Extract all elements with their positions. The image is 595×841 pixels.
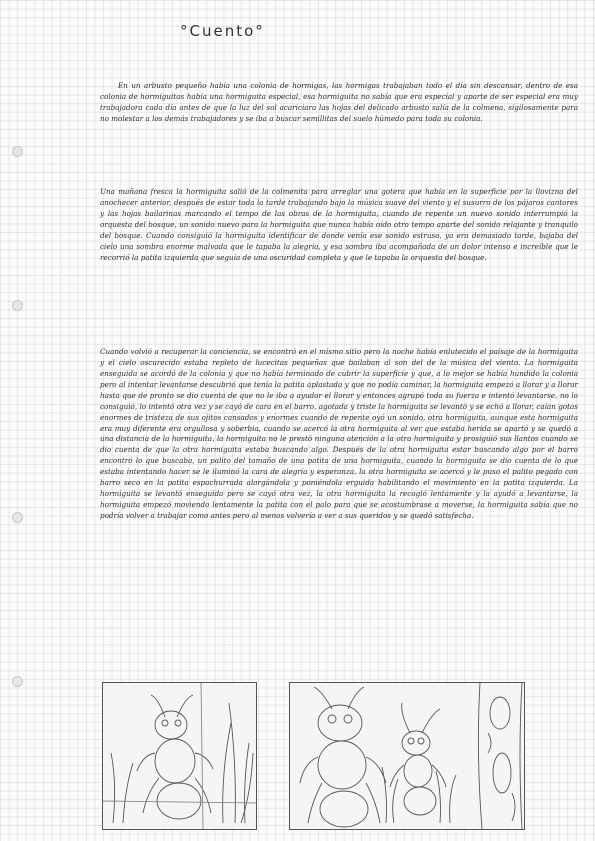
- story-paragraph-1: En un arbusto pequeño había una colonia de hormigas, las hormigas trabajaban todo el día sin descansar, dentro de esa colonia de hormiguitas había una hormiguita especial, esa hormiguita no sabía que era especial y aparte de ser especial era muy trabajadora cada día antes de que la luz del sol acariciara las hojas del delicado arbusto salía de la colmena, sigilosamente para no molestar a los demás trabajadores y se iba a buscar semillitas del suelo húmedo para toda su colonia.: [100, 81, 578, 123]
- binder-hole: [12, 676, 23, 687]
- binder-hole: [12, 146, 23, 157]
- illustration-left: [102, 682, 257, 830]
- binder-hole: [12, 300, 23, 311]
- binder-hole: [12, 512, 23, 523]
- story-paragraph-2: Una mañana fresca la hormiguita salió de la colmenita para arreglar una gotera que había en la superficie por la llovizna del anochecer anterior, después de estar toda la tarde trabajando bajo la música suave del viento y el susurro de los pájaros cantores y las hojas bailarinas marcando el tempo de las obras de la hormiguita, cuando de repente un nuevo sonido interrumpió la orquesta del bosque, un sonido nuevo para la hormiguita que nunca había oído otro tempo aparte del sonido relajante y tranquilo del bosque. Cuando consiguió la hormiguita identificar de donde venía ese sonido estruso, ya era demasiado tarde, bajaba del cielo una sombra enorme malvada que le tapaba la alegría, y esa sombra iba acompañada de un dolor intenso e increíble que le recorrió la patita izquierda que seguía de una oscuridad completa y que le tapaba la orquesta del bosque.: [100, 187, 578, 262]
- illustration-right: [289, 682, 525, 830]
- story-paragraph-3: Cuando volvió a recuperar la conciencia, se encontró en el mismo sitio pero la noche había enlutecido el paisaje de la hormiguita y el cielo oscurecido estaba repleto de lucecitas pequeñas que bailaban al son del de la música del viento. La hormiguita enseguida se acordó de la colonia y que no había terminado de cubrir la superficie y que, a lo mejor se había hundido la colonia pero al intentar levantarse descubrió que tenía la patita aplastada y que no podía caminar, la hormiguita empezó a llorar y a llorar hasta que de pronto se dio cuenta de que no le iba a ayudar el llorar y entonces agrupó toda su fuerza e intentó levantarse, no lo consiguió, lo intentó otra vez y se cayó de cara en el barro, agotada y triste la hormiguita se levantó y se echó a llorar, caían gotas enormes de tristeza de sus ojitos cansados y enormes cuando de repente oyó un sonido, otra hormiguita, aunque esta hormiguita era muy diferente era orgullosa y soberbia, cuando se acercó la otra hormiguita al ver que estaba herida se apartó y se quedó a una distancia de la hormiguita, la hormiguita no le prestó ninguna atención a la otra hormiguita y prosiguió sus llantos cuando se dio cuenta de que la otra hormiguita estaba buscando algo. Después de la otra hormiguita estar buscando algo por el barro encontró lo que buscaba, un palito del tamaño de una patita de una hormiguita, cuando la hormiguita se dio cuenta de lo que estaba intentando hacer se le iluminó la cara de alegría y esperanza, la otra hormiguita se acercó y le puso el palito pegado con barro seco en la patita espachurrada alargándola y poniéndola erguida habilitando el movimiento en la patita izquierda. La hormiguita se levantó enseguida pero se cayó otra vez, la otra hormiguita la recogió lentamente y la ayudó a levantarse, la hormiguita empezó moviendo lentamente la patita con el palo para que se acostumbrase a moverse, la hormiguita sabía que no podría volver a trabajar como antes pero al menos volvería a ver a sus queridos y se quedó satisfecha.: [100, 347, 578, 520]
- page-title: °Cuento°: [180, 22, 265, 40]
- two-ants-sketch-icon: [290, 683, 524, 829]
- ant-sketch-icon: [103, 683, 256, 829]
